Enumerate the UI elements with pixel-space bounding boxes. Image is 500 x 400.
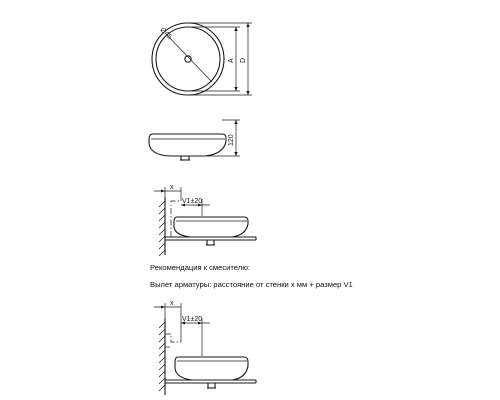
dimension-arrow [234, 152, 237, 156]
dimension-arrow [246, 91, 249, 95]
install-view-1 [154, 184, 256, 256]
install-view-2 [154, 300, 256, 395]
wall-hatching [159, 201, 165, 256]
spout-reach-text: Вылет арматуры: расстояние от стенки x мм + размер V1 [150, 280, 353, 289]
wall-hatching [159, 322, 165, 391]
faucet-outline [165, 334, 181, 342]
dimension-arrow [234, 27, 237, 31]
v1-label: V1±20 [182, 316, 203, 323]
dimension-arrow [161, 306, 165, 309]
v1-label: V1±20 [182, 198, 203, 205]
height-label: 120 [228, 134, 235, 146]
side-view [149, 120, 240, 160]
top-view [152, 23, 252, 95]
drain-diameter-label: Ø45 [158, 26, 173, 41]
basin-side-profile [149, 134, 226, 156]
dimension-arrow [234, 87, 237, 91]
x-label: x [170, 300, 174, 307]
basin-profile [174, 217, 248, 237]
basin-profile [175, 357, 248, 380]
dimension-arrow [234, 120, 237, 124]
dimension-a-label: A [228, 58, 235, 63]
dimension-arrow [161, 190, 165, 193]
diameter-leader-line [166, 34, 212, 82]
x-label: x [170, 184, 174, 191]
dimension-d-label: D [240, 57, 247, 63]
mixer-recommendation-heading: Рекомендация к смесителю: [150, 263, 251, 272]
dimension-arrow [246, 23, 249, 27]
